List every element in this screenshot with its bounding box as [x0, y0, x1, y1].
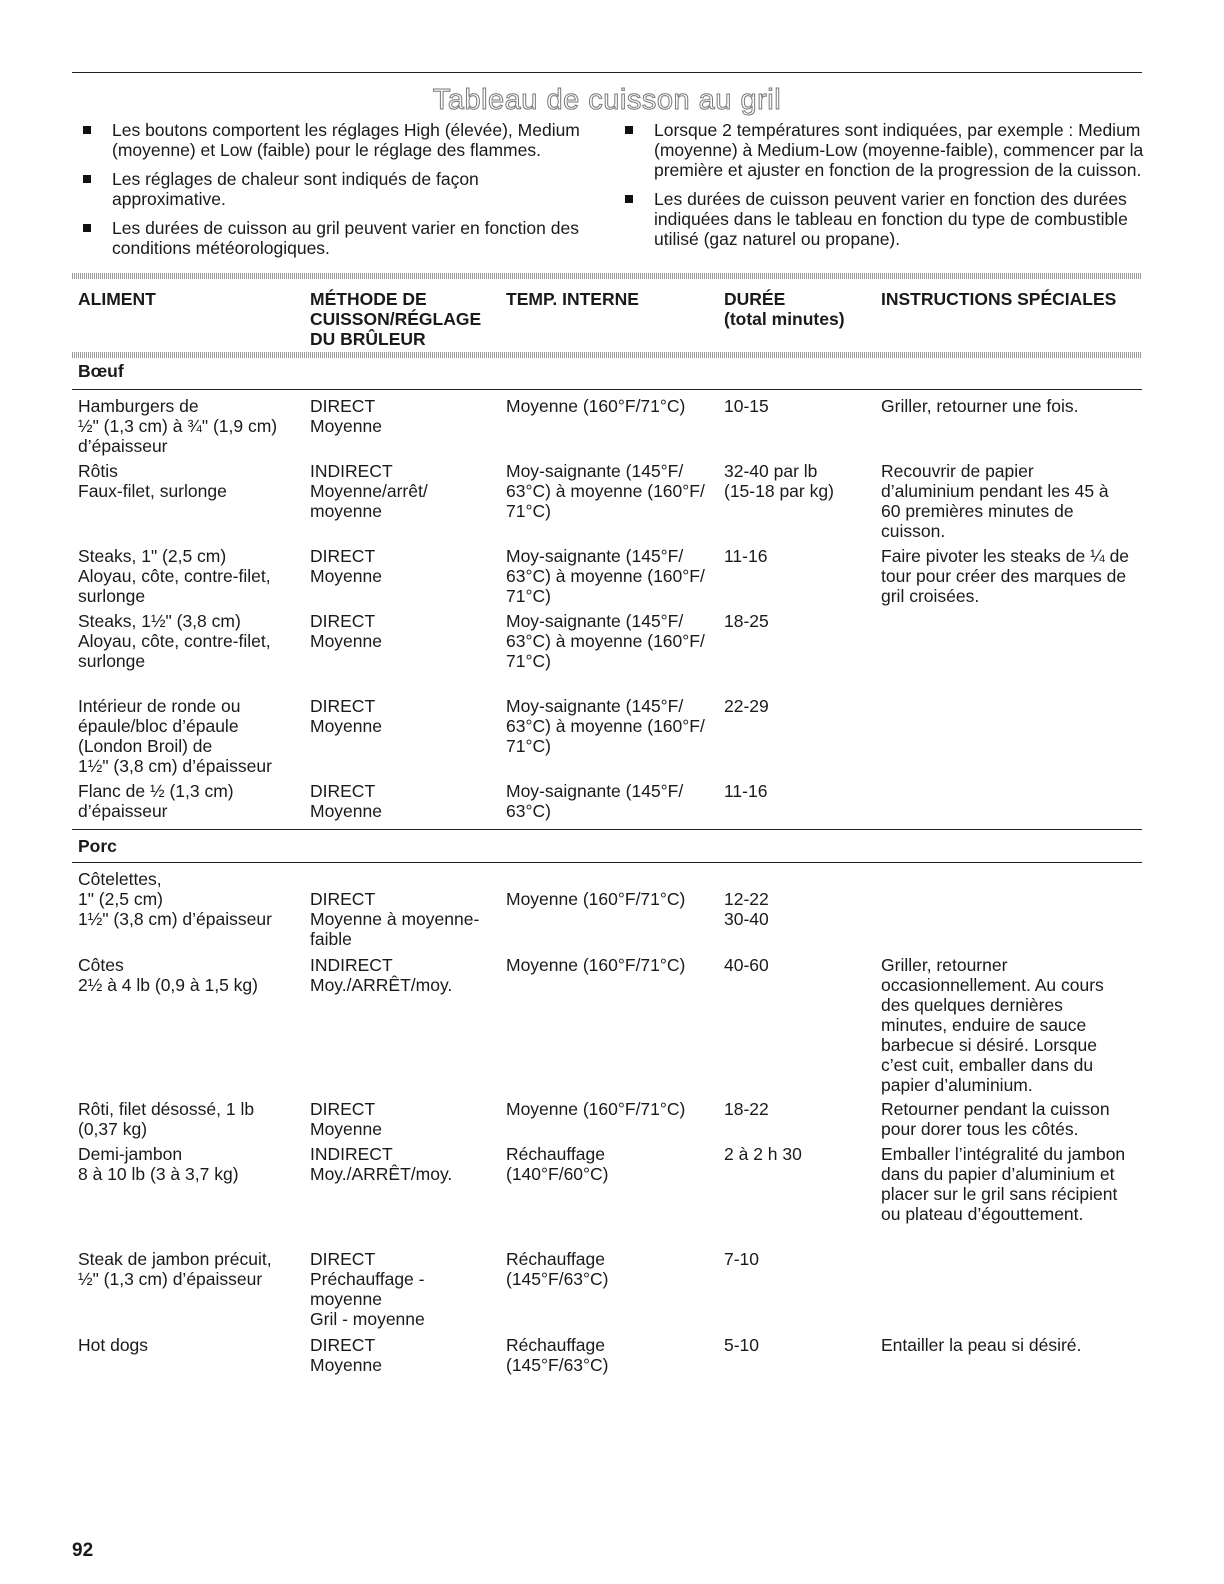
bullet-icon: [625, 126, 633, 134]
note-text: Les durées de cuisson au gril peuvent varier en fonction des conditions météorologiques.: [112, 218, 579, 258]
instructions-cell: Emballer l’intégralité du jambon dans du papier d’aluminium et placer sur le gril sans récipient ou plateau d’égouttement.: [881, 1144, 1126, 1224]
methode-cell: DIRECT Moyenne à moyenne- faible: [310, 889, 480, 949]
category-label: Porc: [78, 836, 117, 856]
note-item: [72, 169, 592, 209]
duree-cell: 11-16: [724, 781, 768, 801]
methode-cell: INDIRECT Moy./ARRÊT/moy.: [310, 1144, 453, 1184]
methode-cell: DIRECT Moyenne: [310, 1335, 382, 1375]
methode-cell: DIRECT Préchauffage - moyenne Gril - moyenne: [310, 1249, 425, 1329]
methode-cell: DIRECT Moyenne: [310, 1099, 382, 1139]
category-rule: [72, 862, 1142, 863]
methode-cell: INDIRECT Moyenne/arrêt/ moyenne: [310, 461, 428, 521]
bullet-icon: [625, 195, 633, 203]
category-rule: [72, 389, 1142, 390]
aliment-cell: Steak de jambon précuit, ½" (1,3 cm) d’épaisseur: [78, 1249, 272, 1289]
temp-cell: Réchauffage (140°F/60°C): [506, 1144, 609, 1184]
aliment-cell: Rôtis Faux-filet, surlonge: [78, 461, 227, 501]
duree-cell: 32-40 par lb (15-18 par kg): [724, 461, 834, 501]
methode-cell: DIRECT Moyenne: [310, 611, 382, 651]
page-number: 92: [72, 1540, 94, 1561]
bullet-icon: [83, 126, 91, 134]
duree-cell: 5-10: [724, 1335, 760, 1355]
temp-cell: Moyenne (160°F/71°C): [506, 889, 686, 909]
temp-cell: Moy-saignante (145°F/ 63°C) à moyenne (160°F/ 71°C): [506, 546, 705, 606]
header-aliment: ALIMENT: [78, 289, 156, 309]
instructions-cell: Entailler la peau si désiré.: [881, 1335, 1082, 1355]
section-rule: [72, 829, 1142, 830]
instructions-cell: Griller, retourner occasionnellement. Au cours des quelques dernières minutes, enduire de sauce barbecue si désiré. Lorsque c’est cuit, emballer dans du papier d’aluminium.: [881, 955, 1104, 1095]
temp-cell: Moy-saignante (145°F/ 63°C): [506, 781, 684, 821]
aliment-cell: Demi-jambon 8 à 10 lb (3 à 3,7 kg): [78, 1144, 239, 1184]
note-item: [614, 120, 1149, 180]
aliment-cell: Hot dogs: [78, 1335, 149, 1355]
instructions-cell: Recouvrir de papier d’aluminium pendant les 45 à 60 premières minutes de cuisson.: [881, 461, 1109, 541]
duree-cell: 11-16: [724, 546, 768, 566]
temp-cell: Moy-saignante (145°F/ 63°C) à moyenne (160°F/ 71°C): [506, 696, 705, 756]
duree-cell: 22-29: [724, 696, 769, 716]
note-item: [72, 218, 592, 258]
aliment-cell: Steaks, 1" (2,5 cm) Aloyau, côte, contre-filet, surlonge: [78, 546, 271, 606]
note-text: Les durées de cuisson peuvent varier en fonction des durées indiquées dans le tableau en fonction du type de combustible utilisé (gaz naturel ou propane).: [654, 189, 1128, 249]
aliment-cell: Rôti, filet désossé, 1 lb (0,37 kg): [78, 1099, 255, 1139]
note-text: Les boutons comportent les réglages High (élevée), Medium (moyenne) et Low (faible) pour le réglage des flammes.: [112, 120, 580, 160]
top-rule: [72, 72, 1142, 73]
methode-cell: DIRECT Moyenne: [310, 696, 382, 736]
header-temp: TEMP. INTERNE: [506, 289, 639, 309]
temp-cell: Réchauffage (145°F/63°C): [506, 1249, 609, 1289]
temp-cell: Moyenne (160°F/71°C): [506, 955, 686, 975]
duree-cell: 7-10: [724, 1249, 760, 1269]
hatch-divider: [72, 352, 1142, 358]
instructions-cell: Retourner pendant la cuisson pour dorer tous les côtés.: [881, 1099, 1110, 1139]
temp-cell: Moy-saignante (145°F/ 63°C) à moyenne (160°F/ 71°C): [506, 461, 705, 521]
instructions-cell: Faire pivoter les steaks de ¼ de tour pour créer des marques de gril croisées.: [881, 546, 1130, 606]
duree-cell: 18-22: [724, 1099, 769, 1119]
temp-cell: Moyenne (160°F/71°C): [506, 1099, 686, 1119]
methode-cell: DIRECT Moyenne: [310, 781, 382, 821]
aliment-cell: Hamburgers de ½" (1,3 cm) à ¾" (1,9 cm) d’épaisseur: [78, 396, 278, 456]
aliment-cell: Côtes 2½ à 4 lb (0,9 à 1,5 kg): [78, 955, 258, 995]
header-duree: DURÉE (total minutes): [724, 289, 845, 329]
bullet-icon: [83, 175, 91, 183]
note-text: Les réglages de chaleur sont indiqués de façon approximative.: [112, 169, 479, 209]
temp-cell: Moy-saignante (145°F/ 63°C) à moyenne (160°F/ 71°C): [506, 611, 705, 671]
header-instructions: INSTRUCTIONS SPÉCIALES: [881, 289, 1117, 309]
bullet-icon: [83, 224, 91, 232]
temp-cell: Réchauffage (145°F/63°C): [506, 1335, 609, 1375]
page-title: Tableau de cuisson au gril: [432, 84, 782, 116]
duree-cell: 18-25: [724, 611, 769, 631]
hatch-divider: [72, 273, 1142, 279]
aliment-cell: Flanc de ½ (1,3 cm) d’épaisseur: [78, 781, 234, 821]
methode-cell: DIRECT Moyenne: [310, 396, 382, 436]
notes-right: [614, 120, 1149, 258]
methode-cell: INDIRECT Moy./ARRÊT/moy.: [310, 955, 453, 995]
category-label: Bœuf: [78, 361, 124, 381]
note-text: Lorsque 2 températures sont indiquées, par exemple : Medium (moyenne) à Medium-Low (moyenne-faible), commencer par la première et ajuster en fonction de la progression de la cuisson.: [654, 120, 1144, 180]
aliment-cell: Steaks, 1½" (3,8 cm) Aloyau, côte, contre-filet, surlonge: [78, 611, 271, 671]
duree-cell: 2 à 2 h 30: [724, 1144, 802, 1164]
duree-cell: 12-22 30-40: [724, 889, 769, 929]
duree-cell: 40-60: [724, 955, 769, 975]
note-item: [72, 120, 592, 160]
note-item: [614, 189, 1149, 249]
notes-left: [72, 120, 592, 267]
aliment-cell: Intérieur de ronde ou épaule/bloc d’épaule (London Broil) de 1½" (3,8 cm) d’épaisseur: [78, 696, 272, 776]
duree-cell: 10-15: [724, 396, 769, 416]
aliment-cell: Côtelettes, 1" (2,5 cm) 1½" (3,8 cm) d’épaisseur: [78, 869, 272, 929]
header-methode: MÉTHODE DE CUISSON/RÉGLAGE DU BRÛLEUR: [310, 289, 482, 349]
methode-cell: DIRECT Moyenne: [310, 546, 382, 586]
instructions-cell: Griller, retourner une fois.: [881, 396, 1079, 416]
temp-cell: Moyenne (160°F/71°C): [506, 396, 686, 416]
